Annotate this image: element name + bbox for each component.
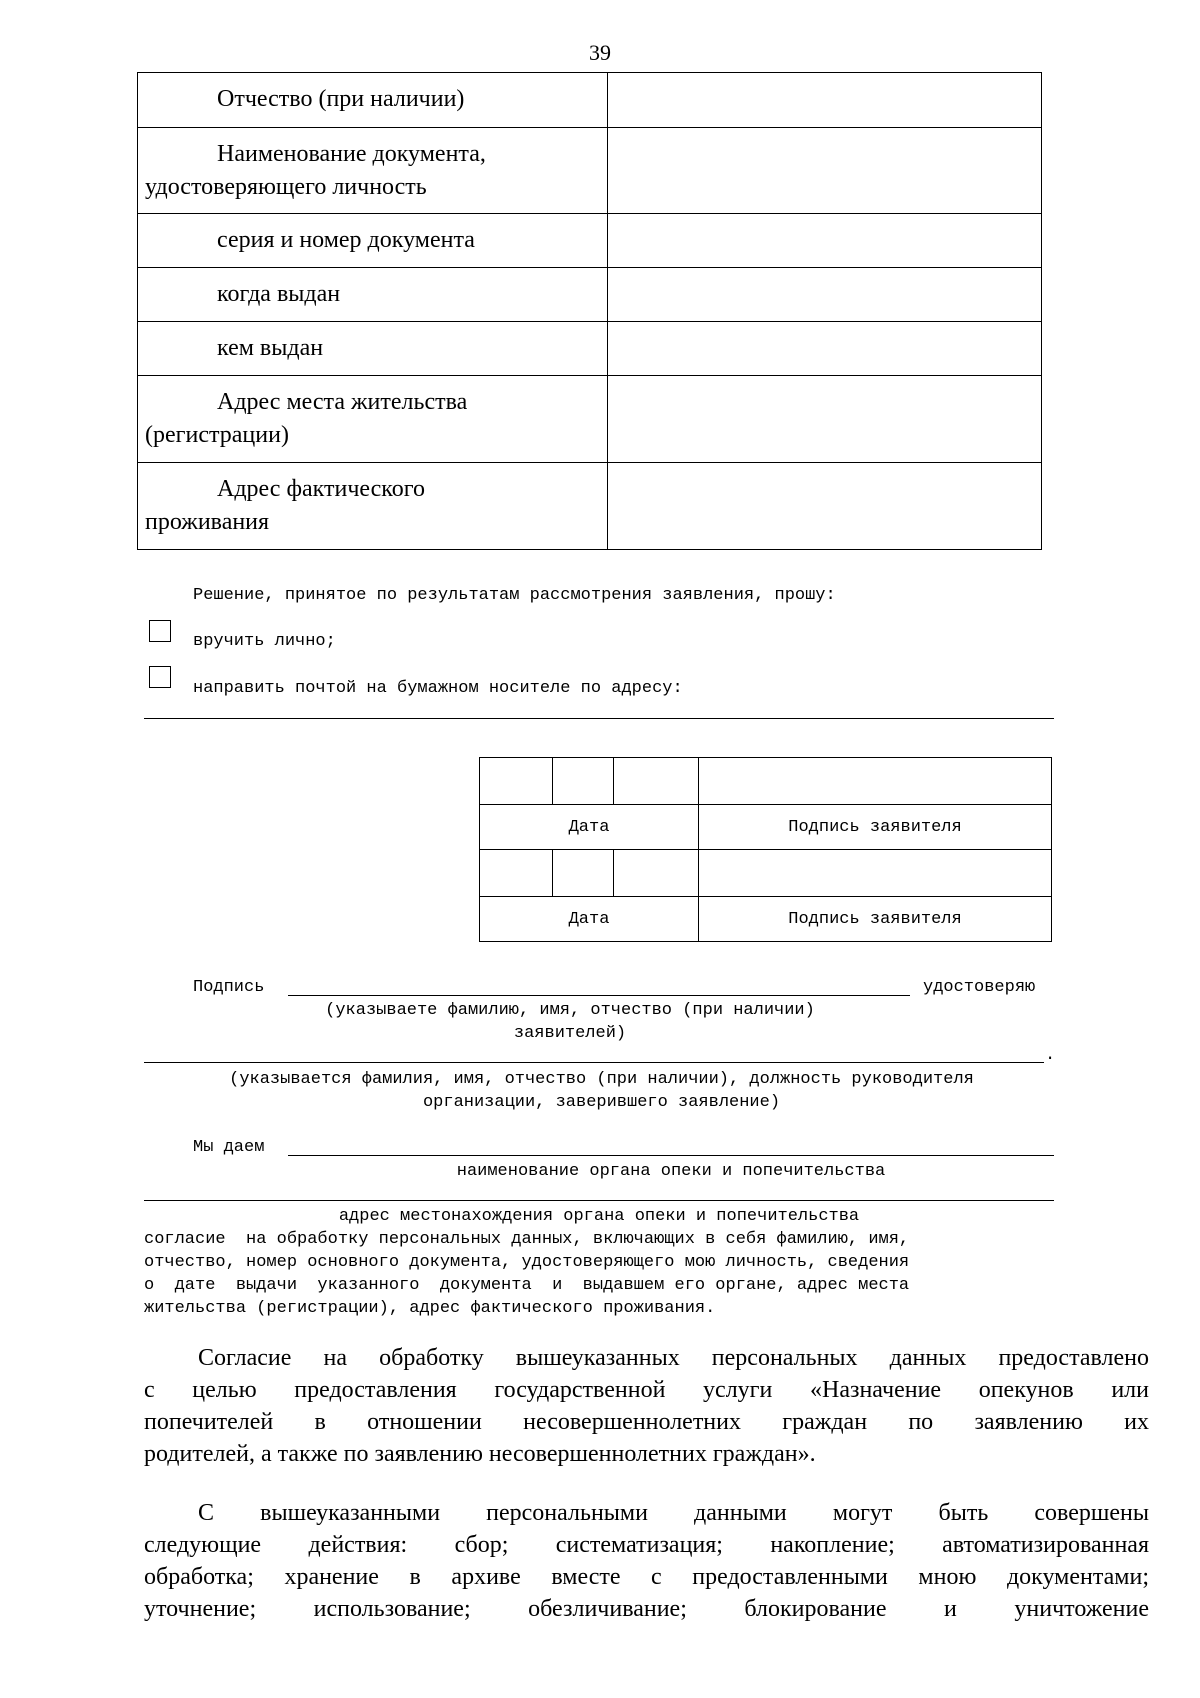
signature-cell[interactable]: [699, 850, 1052, 897]
consent-text-line: жительства (регистрации), адрес фактического проживания.: [144, 1299, 716, 1318]
row-label: Адрес фактического проживания: [138, 463, 608, 550]
authority-address-line[interactable]: [144, 1200, 1054, 1201]
decision-intro: Решение, принятое по результатам рассмотрения заявления, прошу:: [193, 586, 836, 605]
paragraph-line: обработка; хранение в архиве вместе с предоставленными мною документами;: [144, 1564, 1149, 1590]
row-label: серия и номер документа: [138, 214, 608, 268]
row-label: Адрес места жительства (регистрации): [138, 376, 608, 463]
head-note: организации, заверившего заявление): [422, 1093, 781, 1112]
table-row: [138, 463, 1042, 550]
table-row: [138, 73, 1042, 128]
date-cell[interactable]: [614, 758, 699, 805]
paragraph-line: уточнение; использование; обезличивание; блокирование и уничтожение: [144, 1596, 1149, 1622]
row-value-field[interactable]: [608, 214, 1042, 268]
head-name-line[interactable]: [144, 1062, 1044, 1063]
signature-label: Подпись заявителя: [699, 897, 1052, 942]
row-label: Отчество (при наличии): [138, 73, 608, 128]
row-value-field[interactable]: [608, 376, 1042, 463]
date-label: Дата: [480, 897, 699, 942]
date-cell[interactable]: [553, 758, 614, 805]
date-cell[interactable]: [480, 850, 553, 897]
date-cell[interactable]: [614, 850, 699, 897]
table-row: [138, 376, 1042, 463]
row-value-field[interactable]: [608, 128, 1042, 214]
paragraph-line: родителей, а также по заявлению несовершеннолетних граждан».: [144, 1441, 816, 1467]
date-label: Дата: [480, 805, 699, 850]
row-value-field[interactable]: [608, 268, 1042, 322]
row-value-field[interactable]: [608, 322, 1042, 376]
mail-address-line[interactable]: [144, 718, 1054, 719]
signature-cell[interactable]: [699, 758, 1052, 805]
row-value-field[interactable]: [608, 463, 1042, 550]
consent-text-line: о дате выдачи указанного документа и выдавшем его органе, адрес места: [144, 1276, 910, 1295]
actions-paragraph: [144, 1497, 1149, 1625]
purpose-paragraph: [144, 1342, 1149, 1470]
personal-data-table: [137, 72, 1042, 550]
signature-label: Подпись заявителя: [699, 805, 1052, 850]
date-cell[interactable]: [553, 850, 614, 897]
applicants-name-line[interactable]: [288, 995, 910, 996]
date-signature-grid: [479, 757, 1052, 942]
checkbox-deliver-personally[interactable]: [149, 620, 171, 642]
row-label: кем выдан: [138, 322, 608, 376]
table-row: [138, 214, 1042, 268]
row-label: когда выдан: [138, 268, 608, 322]
authority-note: наименование органа опеки и попечительства: [456, 1162, 886, 1181]
address-note: адрес местонахождения органа опеки и попечительства: [338, 1207, 860, 1226]
date-cell[interactable]: [480, 758, 553, 805]
paragraph-line: Согласие на обработку вышеуказанных персональных данных предоставлено: [198, 1345, 1149, 1371]
paragraph-line: попечителей в отношении несовершеннолетних граждан по заявлению их: [144, 1409, 1149, 1435]
paragraph-line: следующие действия: сбор; систематизация; накопление; автоматизированная: [144, 1532, 1149, 1558]
consent-text-line: отчество, номер основного документа, удостоверяющего мою личность, сведения: [144, 1253, 910, 1272]
option-send-by-mail-label: направить почтой на бумажном носителе по адресу:: [193, 679, 683, 698]
applicants-note: (указываете фамилию, имя, отчество (при наличии): [325, 1001, 815, 1020]
we-give-label: Мы даем: [193, 1138, 265, 1157]
paragraph-line: с целью предоставления государственной услуги «Назначение опекунов или: [144, 1377, 1149, 1403]
row-value-field[interactable]: [608, 73, 1042, 128]
authority-name-line[interactable]: [288, 1155, 1054, 1156]
applicants-note: заявителей): [513, 1024, 627, 1043]
signature-word: Подпись: [193, 978, 265, 997]
option-deliver-personally-label: вручить лично;: [193, 632, 336, 651]
period-mark: .: [1045, 1046, 1056, 1065]
head-note: (указывается фамилия, имя, отчество (при наличии), должность руководителя: [229, 1070, 974, 1089]
table-row: [138, 128, 1042, 214]
page-number: 39: [589, 40, 611, 65]
checkbox-send-by-mail[interactable]: [149, 666, 171, 688]
consent-text-line: согласие на обработку персональных данных, включающих в себя фамилию, имя,: [144, 1230, 910, 1249]
paragraph-line: С вышеуказанными персональными данными могут быть совершены: [198, 1500, 1149, 1526]
table-row: [138, 268, 1042, 322]
row-label: Наименование документа, удостоверяющего личность: [138, 128, 608, 214]
table-row: [138, 322, 1042, 376]
certify-word: удостоверяю: [923, 978, 1036, 997]
